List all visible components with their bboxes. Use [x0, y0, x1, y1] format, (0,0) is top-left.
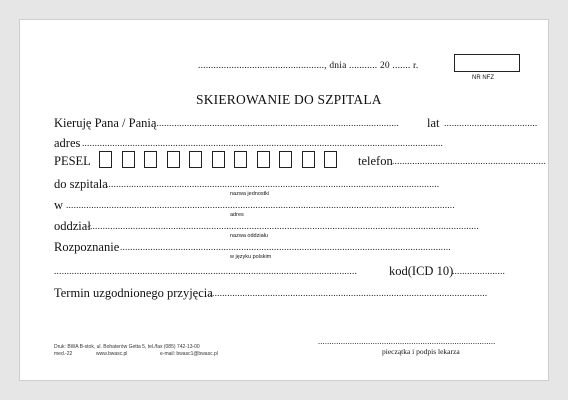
location-label: w — [54, 198, 64, 212]
ward-field[interactable]: .......................................................................................................................................................... — [90, 222, 479, 232]
nfz-number-box[interactable] — [454, 54, 520, 72]
printer-info-line1: Druk: BWA B-stok, ul. Bohaterów Getta 5, tel./fax (085) 742-13-00 — [54, 344, 200, 350]
ward-label: oddział — [54, 219, 91, 233]
diagnosis-field[interactable]: ................................................................................................................................... — [120, 243, 451, 253]
signature-field[interactable]: .............................................................................. — [318, 336, 496, 346]
pesel-digit-box[interactable] — [189, 151, 202, 168]
age-field[interactable]: ..................................... — [444, 119, 538, 129]
patient-label: Kieruję Pana / Panią — [54, 116, 157, 130]
pesel-digit-box[interactable] — [234, 151, 247, 168]
address-field[interactable]: ............................................................................................................................................... — [82, 139, 444, 149]
pesel-digit-box[interactable] — [212, 151, 225, 168]
pesel-digit-box[interactable] — [167, 151, 180, 168]
hospital-field[interactable]: .................................................................................................................................... — [106, 180, 440, 190]
hospital-label: do szpitala — [54, 177, 108, 191]
age-label: lat — [427, 116, 440, 130]
icd-code-field[interactable]: ..................... — [452, 267, 506, 277]
phone-field[interactable]: ............................................................. — [392, 157, 547, 167]
pesel-digit-box[interactable] — [99, 151, 112, 168]
referral-form — [20, 20, 548, 380]
pesel-digit-box[interactable] — [279, 151, 292, 168]
signature-caption: pieczątka i podpis lekarza — [382, 347, 460, 356]
pesel-digit-box[interactable] — [122, 151, 135, 168]
pesel-digit-box[interactable] — [144, 151, 157, 168]
location-field[interactable]: .......................................................................................................................................................... — [66, 201, 455, 211]
ward-caption: nazwa oddziału — [230, 233, 268, 239]
diagnosis-label: Rozpoznanie — [54, 240, 120, 254]
address-label: adres — [54, 136, 81, 150]
admission-date-label: Termin uzgodnionego przyjęcia — [54, 286, 213, 300]
diagnosis-continuation-field[interactable]: ........................................................................................................................ — [54, 267, 357, 277]
pesel-label: PESEL — [54, 154, 91, 168]
pesel-digit-box[interactable] — [324, 151, 337, 168]
diagnosis-caption: w języku polskim — [230, 254, 272, 260]
date-line: ................................................., dnia ........... 20 ....... r. — [198, 61, 419, 71]
form-title: SKIEROWANIE DO SZPITALA — [196, 92, 382, 107]
pesel-digit-box[interactable] — [302, 151, 315, 168]
printer-code: med.-22 — [54, 351, 73, 357]
patient-name-field[interactable]: ................................................................................................. — [154, 119, 399, 129]
location-caption: adres — [230, 212, 244, 218]
printer-email: e-mail: bwasc1@bwasc.pl — [160, 351, 218, 357]
admission-date-field[interactable]: ............................................................................................................... — [207, 289, 488, 299]
phone-label: telefon — [358, 154, 393, 168]
nfz-label: NR NFZ — [472, 75, 494, 81]
printer-website: www.bwasc.pl — [96, 351, 128, 357]
hospital-caption: nazwa jednostki — [230, 191, 270, 197]
icd-label: kod(ICD 10) — [389, 264, 454, 278]
pesel-digit-box[interactable] — [257, 151, 270, 168]
